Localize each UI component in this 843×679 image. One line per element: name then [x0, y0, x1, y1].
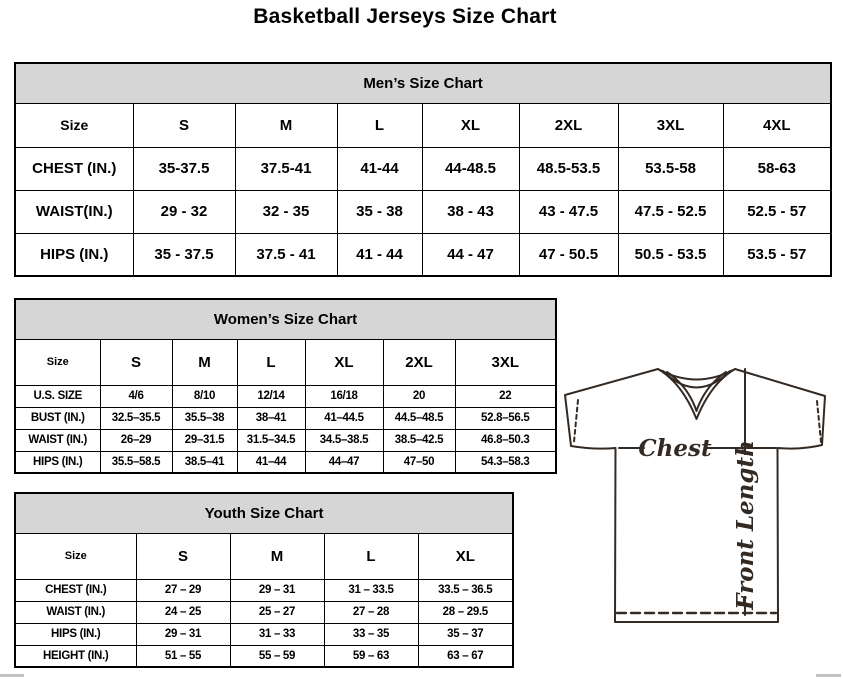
mens-waist-value: 52.5 - 57: [723, 190, 831, 233]
mens-waist-value: 38 - 43: [422, 190, 519, 233]
youth-height-row: [15, 645, 513, 667]
youth-hips-value: 35 – 37: [418, 623, 513, 645]
womens-bust-value: 38–41: [237, 407, 305, 429]
womens-bust-row: [15, 407, 556, 429]
womens-ussize-value: 20: [383, 385, 455, 407]
mens-chest-value: 37.5-41: [235, 147, 337, 190]
mens-table-header-row: [15, 63, 831, 103]
mens-hips-row: [15, 233, 831, 276]
womens-waist-value: 26–29: [100, 429, 172, 451]
mens-chest-value: 41-44: [337, 147, 422, 190]
youth-chest-value: 27 – 29: [136, 579, 230, 601]
womens-ussize-label: U.S. SIZE: [15, 385, 100, 407]
mens-waist-label: WAIST(IN.): [15, 190, 133, 233]
womens-ussize-value: 8/10: [172, 385, 237, 407]
mens-waist-value: 47.5 - 52.5: [618, 190, 723, 233]
womens-ussize-value: 16/18: [305, 385, 383, 407]
womens-table-header-row: [15, 299, 556, 339]
womens-bust-value: 35.5–38: [172, 407, 237, 429]
mens-table-title: Men’s Size Chart: [15, 63, 831, 103]
youth-size-header-row: [15, 533, 513, 579]
womens-hips-value: 44–47: [305, 451, 383, 473]
womens-col-header-3xl: 3XL: [455, 339, 556, 385]
youth-col-header-xl: XL: [418, 533, 513, 579]
womens-waist-value: 46.8–50.3: [455, 429, 556, 451]
womens-bust-value: 52.8–56.5: [455, 407, 556, 429]
womens-size-label: Size: [15, 339, 100, 385]
womens-col-header-s: S: [100, 339, 172, 385]
mens-chest-value: 53.5-58: [618, 147, 723, 190]
front-length-measure-label: Front Length: [732, 440, 759, 610]
youth-col-header-s: S: [136, 533, 230, 579]
womens-ussize-row: [15, 385, 556, 407]
chest-measure-label: Chest: [638, 435, 712, 462]
mens-col-header-4xl: 4XL: [723, 103, 831, 147]
youth-waist-value: 24 – 25: [136, 601, 230, 623]
womens-bust-value: 32.5–35.5: [100, 407, 172, 429]
womens-col-header-m: M: [172, 339, 237, 385]
womens-col-header-l: L: [237, 339, 305, 385]
mens-col-header-l: L: [337, 103, 422, 147]
youth-waist-value: 25 – 27: [230, 601, 324, 623]
mens-col-header-xl: XL: [422, 103, 519, 147]
youth-hips-value: 31 – 33: [230, 623, 324, 645]
horizontal-scrollbar-thumb[interactable]: [0, 674, 24, 677]
womens-col-header-xl: XL: [305, 339, 383, 385]
mens-hips-label: HIPS (IN.): [15, 233, 133, 276]
horizontal-scrollbar-end[interactable]: [816, 674, 841, 677]
womens-waist-value: 38.5–42.5: [383, 429, 455, 451]
youth-height-value: 55 – 59: [230, 645, 324, 667]
womens-ussize-value: 22: [455, 385, 556, 407]
youth-size-table: [14, 492, 514, 668]
mens-waist-value: 35 - 38: [337, 190, 422, 233]
womens-table-title: Women’s Size Chart: [15, 299, 556, 339]
mens-hips-value: 41 - 44: [337, 233, 422, 276]
mens-hips-value: 37.5 - 41: [235, 233, 337, 276]
mens-chest-value: 44-48.5: [422, 147, 519, 190]
womens-col-header-2xl: 2XL: [383, 339, 455, 385]
mens-waist-value: 29 - 32: [133, 190, 235, 233]
jersey-measurement-diagram: [555, 355, 843, 679]
youth-waist-label: WAIST (IN.): [15, 601, 136, 623]
womens-hips-value: 38.5–41: [172, 451, 237, 473]
mens-waist-value: 32 - 35: [235, 190, 337, 233]
womens-ussize-value: 4/6: [100, 385, 172, 407]
youth-table-header-row: [15, 493, 513, 533]
youth-hips-row: [15, 623, 513, 645]
youth-chest-value: 31 – 33.5: [324, 579, 418, 601]
womens-waist-value: 31.5–34.5: [237, 429, 305, 451]
left-sleeve-dashed-line: [574, 400, 578, 442]
womens-hips-value: 47–50: [383, 451, 455, 473]
youth-col-header-l: L: [324, 533, 418, 579]
mens-chest-label: CHEST (IN.): [15, 147, 133, 190]
mens-chest-value: 48.5-53.5: [519, 147, 618, 190]
mens-col-header-s: S: [133, 103, 235, 147]
womens-bust-value: 41–44.5: [305, 407, 383, 429]
youth-height-label: HEIGHT (IN.): [15, 645, 136, 667]
mens-col-header-3xl: 3XL: [618, 103, 723, 147]
womens-hips-value: 54.3–58.3: [455, 451, 556, 473]
womens-bust-label: BUST (IN.): [15, 407, 100, 429]
mens-hips-value: 53.5 - 57: [723, 233, 831, 276]
mens-hips-value: 44 - 47: [422, 233, 519, 276]
youth-chest-label: CHEST (IN.): [15, 579, 136, 601]
womens-hips-value: 35.5–58.5: [100, 451, 172, 473]
mens-hips-value: 50.5 - 53.5: [618, 233, 723, 276]
womens-size-header-row: [15, 339, 556, 385]
youth-waist-row: [15, 601, 513, 623]
mens-waist-value: 43 - 47.5: [519, 190, 618, 233]
youth-height-value: 51 – 55: [136, 645, 230, 667]
youth-chest-value: 29 – 31: [230, 579, 324, 601]
womens-hips-label: HIPS (IN.): [15, 451, 100, 473]
womens-waist-label: WAIST (IN.): [15, 429, 100, 451]
mens-size-table: [14, 62, 832, 277]
womens-waist-value: 34.5–38.5: [305, 429, 383, 451]
womens-hips-row: [15, 451, 556, 473]
mens-waist-row: [15, 190, 831, 233]
youth-chest-row: [15, 579, 513, 601]
mens-hips-value: 35 - 37.5: [133, 233, 235, 276]
womens-hips-value: 41–44: [237, 451, 305, 473]
youth-size-label: Size: [15, 533, 136, 579]
mens-col-header-2xl: 2XL: [519, 103, 618, 147]
mens-size-label: Size: [15, 103, 133, 147]
jersey-collar-inner: [667, 372, 726, 411]
youth-hips-value: 29 – 31: [136, 623, 230, 645]
mens-chest-value: 35-37.5: [133, 147, 235, 190]
youth-waist-value: 28 – 29.5: [418, 601, 513, 623]
youth-chest-value: 33.5 – 36.5: [418, 579, 513, 601]
womens-waist-row: [15, 429, 556, 451]
mens-size-header-row: [15, 103, 831, 147]
womens-ussize-value: 12/14: [237, 385, 305, 407]
youth-hips-label: HIPS (IN.): [15, 623, 136, 645]
womens-bust-value: 44.5–48.5: [383, 407, 455, 429]
mens-col-header-m: M: [235, 103, 337, 147]
youth-waist-value: 27 – 28: [324, 601, 418, 623]
right-sleeve-dashed-line: [817, 401, 821, 442]
womens-waist-value: 29–31.5: [172, 429, 237, 451]
page-title: Basketball Jerseys Size Chart: [253, 5, 557, 28]
youth-hips-value: 33 – 35: [324, 623, 418, 645]
mens-hips-value: 47 - 50.5: [519, 233, 618, 276]
youth-height-value: 59 – 63: [324, 645, 418, 667]
youth-table-title: Youth Size Chart: [15, 493, 513, 533]
mens-chest-row: [15, 147, 831, 190]
youth-col-header-m: M: [230, 533, 324, 579]
youth-height-value: 63 – 67: [418, 645, 513, 667]
womens-size-table: [14, 298, 557, 474]
mens-chest-value: 58-63: [723, 147, 831, 190]
